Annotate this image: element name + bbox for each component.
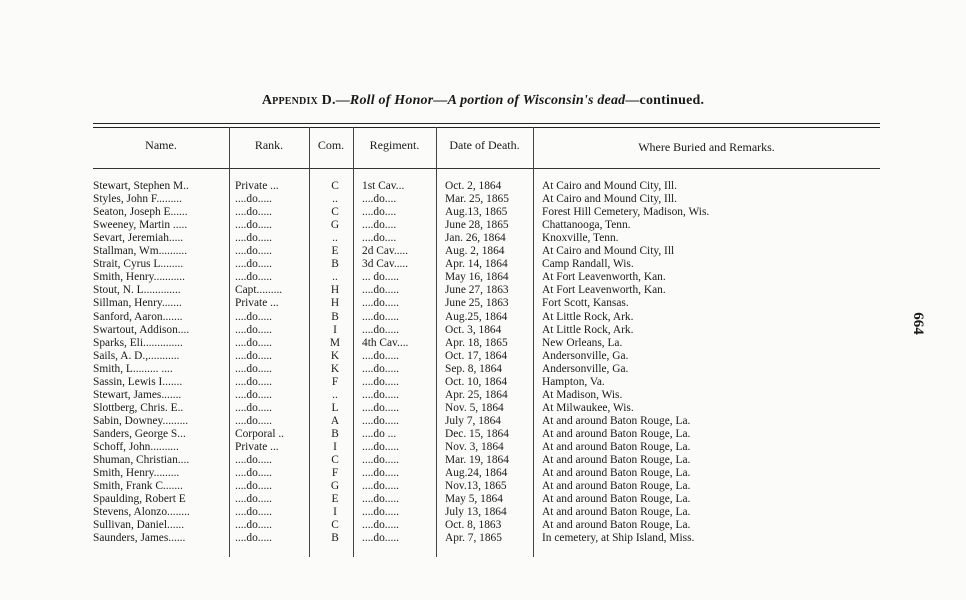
title-dash: — xyxy=(335,93,350,108)
cell-name: Swartout, Addison.... xyxy=(93,323,190,336)
table-row xyxy=(0,428,966,440)
cell-date: Dec. 15, 1864 xyxy=(445,427,509,440)
cell-com: B xyxy=(331,532,339,545)
cell-com: F xyxy=(331,467,339,480)
cell-where: At and around Baton Rouge, La. xyxy=(542,467,691,480)
cell-regiment: ....do..... xyxy=(362,480,400,493)
table-row xyxy=(0,193,966,205)
cell-name: Sails, A. D.,........... xyxy=(93,349,180,362)
cell-name: Stallman, Wm.......... xyxy=(93,245,188,258)
top-rule xyxy=(93,123,880,124)
cell-name: Smith, Henry........... xyxy=(93,271,185,284)
cell-name: Sanford, Aaron....... xyxy=(93,310,183,323)
cell-name: Stevens, Alonzo........ xyxy=(93,506,190,519)
cell-where: At and around Baton Rouge, La. xyxy=(542,480,691,493)
cell-name: Schoff, John.......... xyxy=(93,441,179,453)
cell-com: B xyxy=(331,310,339,323)
cell-rank: ....do..... xyxy=(235,323,273,336)
cell-name: Styles, John F......... xyxy=(93,193,182,206)
cell-date: Sep. 8, 1864 xyxy=(445,362,502,375)
cell-regiment: ....do..... xyxy=(362,297,400,310)
cell-date: Apr. 18, 1865 xyxy=(445,336,508,349)
cell-com: K xyxy=(330,362,340,375)
cell-where: At Fort Leavenworth, Kan. xyxy=(542,271,666,284)
cell-name: Stewart, Stephen M.. xyxy=(93,180,189,192)
cell-rank: ....do..... xyxy=(235,232,273,245)
cell-com: L xyxy=(331,401,339,414)
cell-name: Sevart, Jeremiah..... xyxy=(93,232,184,245)
table-row xyxy=(0,311,966,323)
cell-regiment: ... do..... xyxy=(362,271,400,284)
cell-date: Aug.24, 1864 xyxy=(445,467,508,480)
cell-rank: ....do..... xyxy=(235,519,273,532)
table-row xyxy=(0,467,966,479)
cell-where: At and around Baton Rouge, La. xyxy=(542,506,691,519)
cell-rank: ....do..... xyxy=(235,414,273,427)
cell-name: Spaulding, Robert E xyxy=(93,493,186,506)
table-row xyxy=(0,454,966,466)
cell-com: C xyxy=(331,454,339,467)
cell-regiment: ....do..... xyxy=(362,388,400,401)
table-row xyxy=(0,402,966,414)
cell-name: Sullivan, Daniel...... xyxy=(93,519,185,532)
cell-where: At and around Baton Rouge, La. xyxy=(542,454,691,467)
cell-com: G xyxy=(330,480,340,493)
cell-regiment: ....do..... xyxy=(362,441,400,453)
cell-rank: ....do..... xyxy=(235,454,273,467)
table-row xyxy=(0,337,966,349)
cell-regiment: ....do..... xyxy=(362,362,400,375)
cell-rank: Corporal .. xyxy=(235,427,285,440)
table-row xyxy=(0,363,966,375)
table-row xyxy=(0,532,966,544)
cell-com: E xyxy=(331,493,339,506)
table-row xyxy=(0,493,966,505)
cell-rank: Private ... xyxy=(235,297,279,310)
cell-rank: ....do..... xyxy=(235,388,273,401)
cell-where: In cemetery, at Ship Island, Miss. xyxy=(542,532,695,545)
cell-date: Apr. 7, 1865 xyxy=(445,532,502,545)
cell-name: Strait, Cyrus L........ xyxy=(93,258,184,271)
table-row xyxy=(0,284,966,296)
cell-name: Seaton, Joseph E...... xyxy=(93,206,188,219)
cell-rank: ....do..... xyxy=(235,467,273,480)
cell-date: Oct. 10, 1864 xyxy=(445,375,508,388)
table-row xyxy=(0,350,966,362)
cell-where: Camp Randall, Wis. xyxy=(542,258,634,271)
cell-regiment: ....do.... xyxy=(362,206,397,219)
cell-com: C xyxy=(331,519,339,532)
cell-rank: ....do..... xyxy=(235,493,273,506)
cell-com: .. xyxy=(332,232,338,245)
header-rule xyxy=(93,168,880,169)
cell-date: May 16, 1864 xyxy=(445,271,509,284)
table-row xyxy=(0,232,966,244)
cell-where: Hampton, Va. xyxy=(542,375,605,388)
cell-date: Oct. 2, 1864 xyxy=(445,180,502,192)
cell-name: Stout, N. L............. xyxy=(93,284,181,297)
cell-name: Stewart, James....... xyxy=(93,388,182,401)
table-row xyxy=(0,441,966,453)
cell-com: M xyxy=(329,336,341,349)
cell-where: At Cairo and Mound City, Ill xyxy=(542,245,675,258)
cell-name: Shuman, Christian.... xyxy=(93,454,190,467)
cell-date: Aug.25, 1864 xyxy=(445,310,508,323)
cell-date: July 13, 1864 xyxy=(445,506,507,519)
cell-where: At Little Rock, Ark. xyxy=(542,323,634,336)
header-regiment: Regiment. xyxy=(369,138,420,152)
cell-com: E xyxy=(331,245,339,258)
cell-name: Sweeney, Martin ..... xyxy=(93,219,188,232)
cell-rank: ....do..... xyxy=(235,349,273,362)
cell-rank: Capt......... xyxy=(235,284,283,297)
cell-date: June 25, 1863 xyxy=(445,297,509,310)
table-row xyxy=(0,297,966,309)
cell-where: Fort Scott, Kansas. xyxy=(542,297,629,310)
cell-date: Aug. 2, 1864 xyxy=(445,245,505,258)
cell-where: Knoxville, Tenn. xyxy=(542,232,619,245)
cell-regiment: ....do..... xyxy=(362,493,400,506)
cell-where: Andersonville, Ga. xyxy=(542,349,629,362)
table-row xyxy=(0,324,966,336)
cell-regiment: ....do..... xyxy=(362,375,400,388)
cell-com: H xyxy=(330,297,340,310)
cell-regiment: ....do ... xyxy=(362,427,397,440)
cell-rank: ....do..... xyxy=(235,206,273,219)
cell-rank: ....do..... xyxy=(235,258,273,271)
cell-com: B xyxy=(331,427,339,440)
cell-where: At Milwaukee, Wis. xyxy=(542,401,634,414)
cell-date: June 27, 1863 xyxy=(445,284,509,297)
cell-name: Smith, Henry......... xyxy=(93,467,180,480)
cell-name: Smith, L......... .... xyxy=(93,362,173,375)
cell-rank: ....do..... xyxy=(235,271,273,284)
cell-rank: ....do..... xyxy=(235,375,273,388)
cell-regiment: ....do..... xyxy=(362,323,400,336)
cell-where: At Cairo and Mound City, Ill. xyxy=(542,180,677,192)
cell-regiment: ....do..... xyxy=(362,532,400,545)
cell-regiment: ....do..... xyxy=(362,349,400,362)
cell-name: Sparks, Eli.............. xyxy=(93,336,183,349)
table-row xyxy=(0,480,966,492)
header-where: Where Buried and Remarks. xyxy=(638,140,775,154)
cell-rank: ....do..... xyxy=(235,245,273,258)
cell-regiment: 4th Cav.... xyxy=(362,336,409,349)
cell-com: F xyxy=(331,375,339,388)
cell-com: I xyxy=(333,506,337,519)
cell-date: Aug.13, 1865 xyxy=(445,206,508,219)
cell-where: At and around Baton Rouge, La. xyxy=(542,441,691,453)
cell-regiment: ....do..... xyxy=(362,506,400,519)
cell-date: May 5, 1864 xyxy=(445,493,503,506)
cell-rank: ....do..... xyxy=(235,506,273,519)
cell-com: .. xyxy=(332,388,338,401)
cell-com: K xyxy=(330,349,340,362)
table-row xyxy=(0,376,966,388)
cell-regiment: ....do..... xyxy=(362,467,400,480)
cell-regiment: ....do.... xyxy=(362,193,397,206)
header-date: Date of Death. xyxy=(449,138,520,152)
cell-date: Jan. 26, 1864 xyxy=(445,232,506,245)
cell-rank: ....do..... xyxy=(235,336,273,349)
cell-where: At Madison, Wis. xyxy=(542,388,623,401)
table-row xyxy=(0,519,966,531)
cell-regiment: 1st Cav... xyxy=(362,180,405,192)
cell-com: I xyxy=(333,323,337,336)
page-title xyxy=(0,93,966,109)
cell-where: At and around Baton Rouge, La. xyxy=(542,427,691,440)
cell-com: C xyxy=(331,180,339,192)
header-rank: Rank. xyxy=(254,138,284,152)
table-row xyxy=(0,415,966,427)
cell-rank: ....do..... xyxy=(235,193,273,206)
title-roll: Roll of Honor—A portion of Wisconsin's dead xyxy=(349,93,626,108)
cell-rank: ....do..... xyxy=(235,532,273,545)
cell-regiment: 2d Cav..... xyxy=(362,245,409,258)
cell-name: Sillman, Henry....... xyxy=(93,297,182,310)
cell-date: June 28, 1865 xyxy=(445,219,509,232)
cell-regiment: ....do..... xyxy=(362,454,400,467)
table-row xyxy=(0,245,966,257)
cell-where: Chattanooga, Tenn. xyxy=(542,219,631,232)
table-row xyxy=(0,506,966,518)
cell-rank: ....do..... xyxy=(235,362,273,375)
cell-date: Nov. 3, 1864 xyxy=(445,441,504,453)
cell-com: H xyxy=(330,284,340,297)
cell-date: July 7, 1864 xyxy=(445,414,502,427)
cell-regiment: ....do..... xyxy=(362,310,400,323)
cell-date: Oct. 3, 1864 xyxy=(445,323,502,336)
cell-where: At Cairo and Mound City, Ill. xyxy=(542,193,677,206)
cell-where: At Fort Leavenworth, Kan. xyxy=(542,284,666,297)
cell-where: At and around Baton Rouge, La. xyxy=(542,493,691,506)
cell-where: At Little Rock, Ark. xyxy=(542,310,634,323)
cell-rank: ....do..... xyxy=(235,310,273,323)
cell-date: Oct. 17, 1864 xyxy=(445,349,508,362)
cell-where: Forest Hill Cemetery, Madison, Wis. xyxy=(542,206,710,219)
cell-com: G xyxy=(330,219,340,232)
top-rule-thin xyxy=(93,127,880,128)
table-row xyxy=(0,206,966,218)
cell-regiment: ....do..... xyxy=(362,519,400,532)
cell-regiment: ....do.... xyxy=(362,219,397,232)
cell-rank: Private ... xyxy=(235,180,279,192)
cell-date: Nov. 5, 1864 xyxy=(445,401,504,414)
cell-date: Oct. 8, 1863 xyxy=(445,519,502,532)
cell-where: New Orleans, La. xyxy=(542,336,623,349)
header-com: Com. xyxy=(317,138,345,152)
cell-regiment: ....do..... xyxy=(362,284,400,297)
cell-date: Apr. 25, 1864 xyxy=(445,388,508,401)
table-row xyxy=(0,219,966,231)
cell-regiment: 3d Cav..... xyxy=(362,258,409,271)
cell-com: .. xyxy=(332,271,338,284)
cell-date: Mar. 19, 1864 xyxy=(445,454,509,467)
page-number: 664 xyxy=(909,312,926,335)
cell-where: At and around Baton Rouge, La. xyxy=(542,414,691,427)
cell-name: Sassin, Lewis I....... xyxy=(93,375,183,388)
cell-name: Saunders, James...... xyxy=(93,532,186,545)
header-name: Name. xyxy=(145,138,177,152)
cell-rank: ....do..... xyxy=(235,219,273,232)
table-row xyxy=(0,389,966,401)
cell-name: Sabin, Downey......... xyxy=(93,414,189,427)
cell-rank: ....do..... xyxy=(235,401,273,414)
cell-com: C xyxy=(331,206,339,219)
title-continued: —continued. xyxy=(625,93,705,108)
cell-com: B xyxy=(331,258,339,271)
cell-regiment: ....do..... xyxy=(362,401,400,414)
cell-date: Apr. 14, 1864 xyxy=(445,258,508,271)
cell-com: I xyxy=(333,441,337,453)
cell-name: Sanders, George S... xyxy=(93,427,186,440)
table-row xyxy=(0,258,966,270)
cell-where: At and around Baton Rouge, La. xyxy=(542,519,691,532)
cell-date: Mar. 25, 1865 xyxy=(445,193,509,206)
table-row xyxy=(0,271,966,283)
cell-where: Andersonville, Ga. xyxy=(542,362,629,375)
cell-name: Smith, Frank C....... xyxy=(93,480,183,493)
table-row xyxy=(0,180,966,192)
cell-date: Nov.13, 1865 xyxy=(445,480,507,493)
cell-regiment: ....do.... xyxy=(362,232,397,245)
appendix-label: Appendix D. xyxy=(261,93,336,108)
cell-com: .. xyxy=(332,193,338,206)
cell-name: Slottberg, Chris. E.. xyxy=(93,401,184,414)
cell-rank: Private ... xyxy=(235,441,279,453)
cell-com: A xyxy=(330,414,340,427)
cell-regiment: ....do..... xyxy=(362,414,400,427)
cell-rank: ....do..... xyxy=(235,480,273,493)
